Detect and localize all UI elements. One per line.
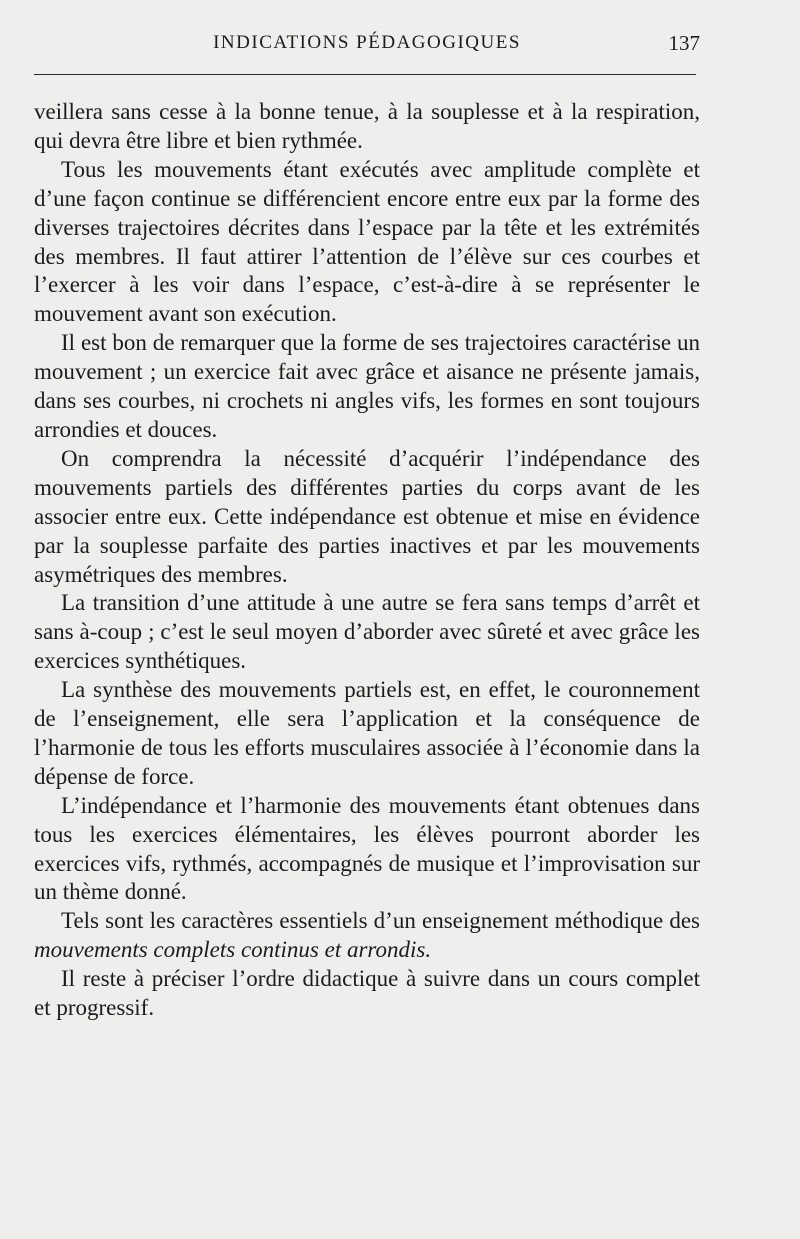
paragraph-8-text: Tels sont les caractères essentiels d’un enseignement méthodique des (61, 908, 700, 934)
header-rule (34, 74, 696, 75)
paragraph-7: L’indépendance et l’harmonie des mouvements étant obtenues dans tous les exercices élémentaires, les élèves pourront aborder les exercices vifs, rythmés, accompagnés de musique et l’improvisation sur un thème donné. (34, 792, 700, 905)
paragraph-3: Il est bon de remarquer que la forme de ses trajectoires caractérise un mouvement ; un exercice fait avec grâce et aisance ne présente jamais, dans ses courbes, ni crochets ni angles vifs, les formes en sont toujours arrondies et douces. (34, 330, 700, 442)
paragraph-2: Tous les mouvements étant exécutés avec amplitude complète et d’une façon continue se différencient encore entre eux par la forme des diverses trajectoires décrites dans l’espace par la tête et les extrémités des membres. Il faut attirer l’attention de l’élève sur ces courbes et l’exercer à les voir dans l’espace, c’est-à-dire à se représenter le mouvement avant son exécution. (34, 156, 700, 327)
paragraph-9: Il reste à préciser l’ordre didactique à suivre dans un cours complet et progressif. (34, 966, 700, 1021)
paragraph-8 (34, 907, 700, 965)
paragraph-8-italic: mouvements complets continus et arrondis. (34, 937, 432, 963)
running-head (34, 28, 700, 58)
paragraph-6: La synthèse des mouvements partiels est, en effet, le couronnement de l’enseignement, elle sera l’application et la conséquence de l’harmonie de tous les efforts musculaires associée à l’économie dans la dépense de force. (34, 677, 700, 789)
page-number: 137 (668, 31, 700, 55)
paragraph-1: veillera sans cesse à la bonne tenue, à la souplesse et à la respiration, qui devra être libre et bien rythmée. (34, 99, 700, 153)
paragraph-5: La transition d’une attitude à une autre se fera sans temps d’arrêt et sans à-coup ; c’est le seul moyen d’aborder avec sûreté et avec grâce les exercices synthétiques. (34, 590, 700, 674)
running-title: INDICATIONS PÉDAGOGIQUES (213, 32, 521, 53)
paragraph-4: On comprendra la nécessité d’acquérir l’indépendance des mouvements partiels des différentes parties du corps avant de les associer entre eux. Cette indépendance est obtenue et mise en évidence par la souplesse parfaite des parties inactives et par les mouvements asymétriques des membres. (34, 445, 700, 587)
body-text (34, 98, 700, 1023)
